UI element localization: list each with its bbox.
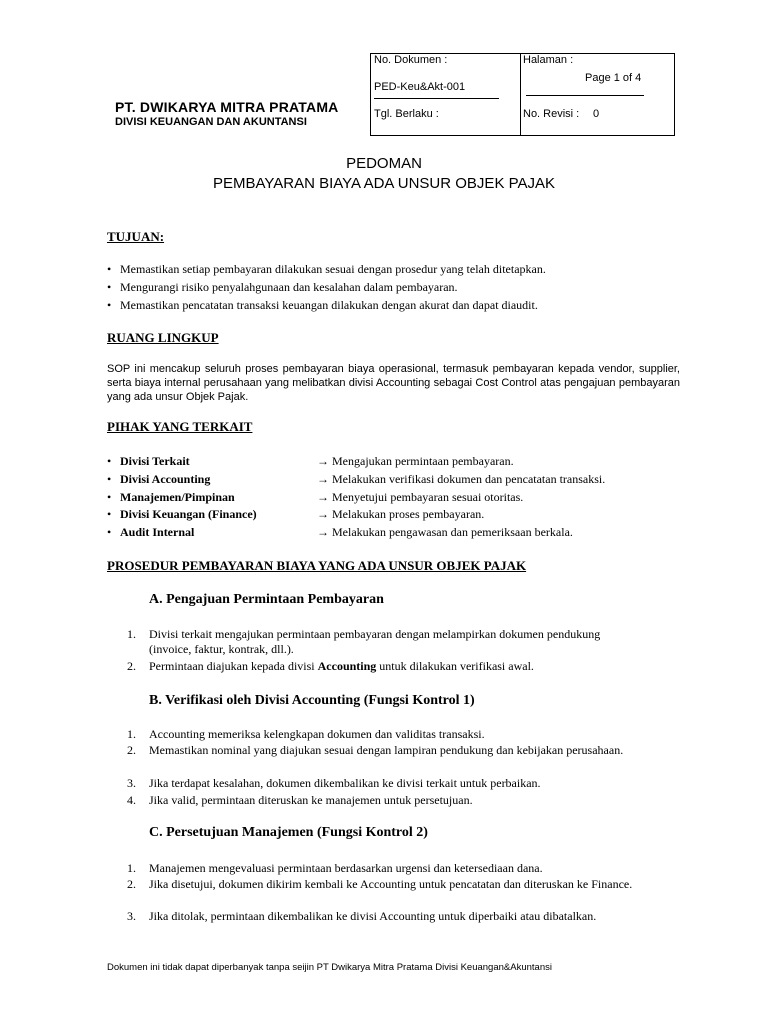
tujuan-item: • Mengurangi risiko penyalahgunaan dan kesalahan dalam pembayaran. (107, 280, 458, 294)
doc-number-underline (374, 98, 499, 99)
page-label: Halaman : (523, 54, 574, 66)
document-footer: Dokumen ini tidak dapat diperbanyak tanpa seijin PT Dwikarya Mitra Pratama Divisi Keuangan&Akuntansi (107, 962, 552, 973)
scope-paragraph: SOP ini mencakup seluruh proses pembayaran biaya operasional, termasuk pembayaran kepada vendor, supplier, serta biaya internal perusahaan yang melibatkan divisi Accounting sebagai Cost Control atas pengajuan pembayaran yang ada unsur Objek Pajak. (107, 363, 680, 403)
title-line-2: PEMBAYARAN BIAYA ADA UNSUR OBJEK PAJAK (212, 175, 556, 192)
party-item: • Audit Internal → Melakukan pengawasan dan pemeriksaan berkala. (107, 525, 573, 539)
company-division: DIVISI KEUANGAN DAN AKUNTANSI (115, 116, 307, 128)
effective-date-label: Tgl. Berlaku : (374, 108, 439, 120)
procedure-step: 2. Memastikan nominal yang diajukan sesuai dengan lampiran pendukung dan kebijakan perusahaan. (127, 743, 624, 757)
party-item: • Divisi Terkait → Mengajukan permintaan pembayaran. (107, 454, 514, 468)
procedure-step: 1. Divisi terkait mengajukan permintaan pembayaran dengan melampirkan dokumen pendukung (invoice, faktur, kontrak, dll.). (127, 627, 601, 656)
procedure-step: 2. Jika disetujui, dokumen dikirim kembali ke Accounting untuk pencatatan dan diteruskan ke Finance. (127, 877, 633, 891)
document-title (0, 154, 768, 194)
procedure-step: 3. Jika ditolak, permintaan dikembalikan ke divisi Accounting untuk diperbaiki atau dibatalkan. (127, 909, 597, 923)
document-info-box (370, 53, 675, 136)
subsection-title-b: B. Verifikasi oleh Divisi Accounting (Fungsi Kontrol 1) (149, 693, 475, 708)
party-item: • Divisi Keuangan (Finance) → Melakukan proses pembayaran. (107, 507, 485, 521)
section-heading-pihak: PIHAK YANG TERKAIT (107, 419, 253, 434)
tujuan-item: • Memastikan pencatatan transaksi keuangan dilakukan dengan akurat dan dapat diaudit. (107, 298, 538, 312)
company-name: PT. DWIKARYA MITRA PRATAMA (115, 99, 339, 115)
box-divider (520, 54, 521, 135)
revision-label: No. Revisi : (523, 108, 580, 120)
tujuan-item: • Memastikan setiap pembayaran dilakukan sesuai dengan prosedur yang telah ditetapkan. (107, 262, 546, 276)
procedure-step: 3. Jika terdapat kesalahan, dokumen dikembalikan ke divisi terkait untuk perbaikan. (127, 776, 541, 790)
page-value: Page 1 of 4 (585, 72, 642, 84)
subsection-title-a: A. Pengajuan Permintaan Pembayaran (149, 592, 384, 607)
revision-value: 0 (593, 108, 600, 120)
doc-number-value: PED-Keu&Akt-001 (374, 81, 466, 93)
procedure-step: 2. Permintaan diajukan kepada divisi Accounting untuk dilakukan verifikasi awal. (127, 659, 534, 673)
title-line-1: PEDOMAN (346, 155, 422, 172)
party-item: • Divisi Accounting → Melakukan verifikasi dokumen dan pencatatan transaksi. (107, 472, 606, 486)
procedure-step: 1. Accounting memeriksa kelengkapan dokumen dan validitas transaksi. (127, 727, 485, 741)
party-item: • Manajemen/Pimpinan → Menyetujui pembayaran sesuai otoritas. (107, 490, 524, 504)
procedure-step: 4. Jika valid, permintaan diteruskan ke manajemen untuk persetujuan. (127, 793, 473, 807)
company-header (115, 99, 339, 128)
doc-number-label: No. Dokumen : (374, 54, 448, 66)
section-heading-ruang-lingkup: RUANG LINGKUP (107, 330, 219, 345)
subsection-title-c: C. Persetujuan Manajemen (Fungsi Kontrol 2) (149, 825, 428, 840)
procedure-step: 1. Manajemen mengevaluasi permintaan berdasarkan urgensi dan ketersediaan dana. (127, 861, 543, 875)
section-heading-prosedur: PROSEDUR PEMBAYARAN BIAYA YANG ADA UNSUR OBJEK PAJAK (107, 558, 527, 573)
page-underline (526, 95, 644, 96)
section-heading-tujuan: TUJUAN: (107, 229, 165, 244)
